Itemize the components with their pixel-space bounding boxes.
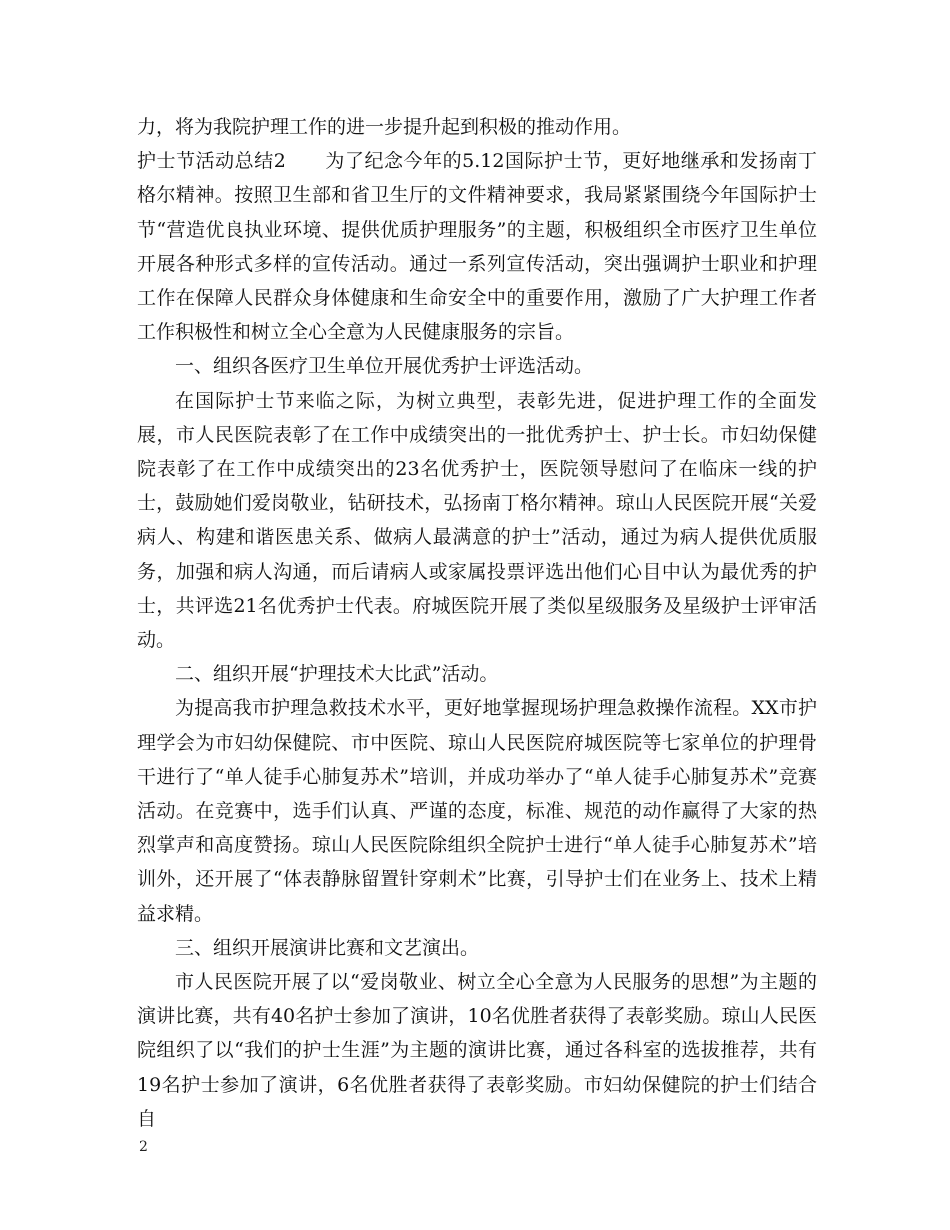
section-heading-1: 一、组织各医疗卫生单位开展优秀护士评选活动。 <box>175 355 594 378</box>
paragraph-section-3: 市人民医院开展了以“爱岗敬业、树立全心全意为人民服务的思想”为主题的演讲比赛，共有40名护士参加了演讲，10名优胜者获得了表彰奖励。琼山人民医院组织了以“我们的护士生涯”为主题的演讲比赛，通过各科室的选拔推荐，共有19名护士参加了演讲，6名优胜者获得了表彰奖励。市妇幼保健院的护士们结合自 <box>137 971 817 1130</box>
paragraph-continuation: 力，将为我院护理工作的进一步提升起到积极的推动作用。 <box>137 116 632 138</box>
section-heading-3: 三、组织开展演讲比赛和文艺演出。 <box>175 936 480 959</box>
paragraph-intro: 护士节活动总结2 为了纪念今年的5.12国际护士节，更好地继承和发扬南丁格尔精神。按照卫生部和省卫生厅的文件精神要求，我局紧紧围绕今年国际护士节“营造优良执业环境、提供优质护理服务”的主题，积极组织全市医疗卫生单位开展各种形式多样的宣传活动。通过一系列宣传活动，突出强调护士职业和护理工作在保障人民群众身体健康和生命安全中的重要作用，激励了广大护理工作者工作积极性和树立全心全意为人民健康服务的宗旨。 <box>137 150 817 344</box>
paragraph-section-1: 在国际护士节来临之际，为树立典型，表彰先进，促进护理工作的全面发展，市人民医院表彰了在工作中成绩突出的一批优秀护士、护士长。市妇幼保健院表彰了在工作中成绩突出的23名优秀护士，医院领导慰问了在临床一线的护士，鼓励她们爱岗敬业，钻研技术，弘扬南丁格尔精神。琼山人民医院开展“关爱病人、构建和谐医患关系、做病人最满意的护士”活动，通过为病人提供优质服务，加强和病人沟通，而后请病人或家属投票评选出他们心目中认为最优秀的护士，共评选21名优秀护士代表。府城医院开展了类似星级服务及星级护士评审活动。 <box>137 389 817 652</box>
page-number: 2 <box>139 1139 148 1155</box>
paragraph-section-2: 为提高我市护理急救技术水平，更好地掌握现场护理急救操作流程。XX市护理学会为市妇幼保健院、市中医院、琼山人民医院府城医院等七家单位的护理骨干进行了“单人徒手心肺复苏术”培训，并成功举办了“单人徒手心肺复苏术”竞赛活动。在竞赛中，选手们认真、严谨的态度，标准、规范的动作赢得了大家的热烈掌声和高度赞扬。琼山人民医院除组织全院护士进行“单人徒手心肺复苏术”培训外，还开展了“体表静脉留置针穿刺术”比赛，引导护士们在业务上、技术上精益求精。 <box>137 697 817 925</box>
section-heading-2: 二、组织开展“护理技术大比武”活动。 <box>175 663 499 686</box>
document-body <box>137 110 817 1136</box>
